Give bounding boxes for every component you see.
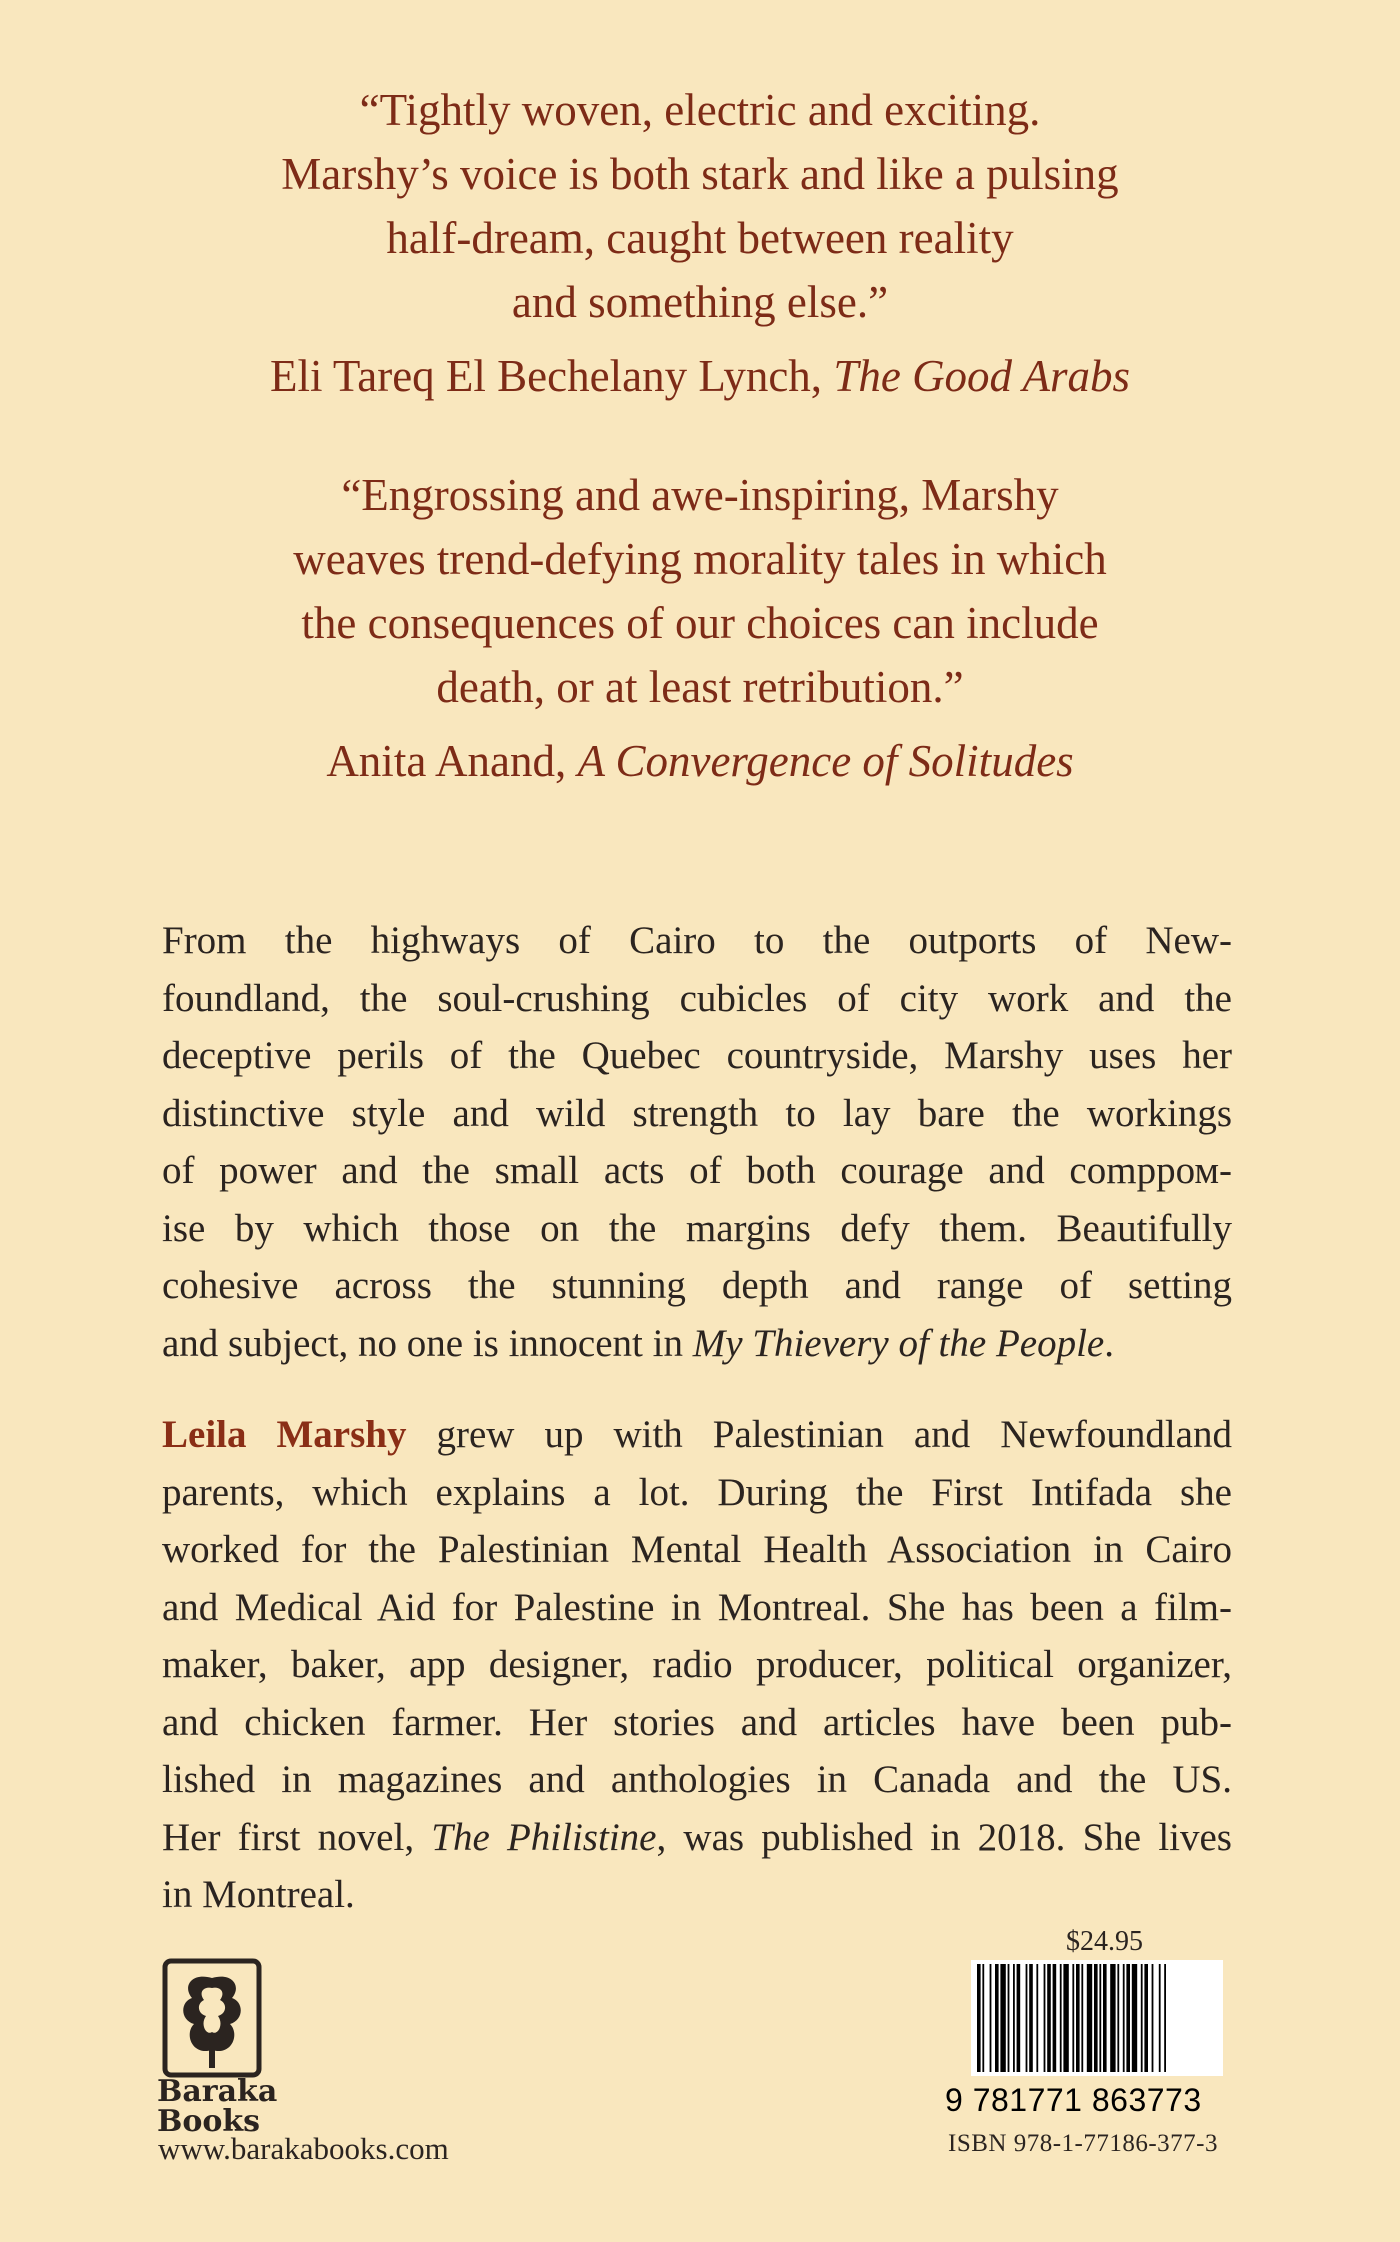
barcode-bar	[977, 1964, 981, 2072]
description-line: ise by which those on the margins defy them. Beautifully	[162, 1206, 1232, 1250]
barcode-bar	[1036, 1964, 1038, 2072]
bio-text: Her first novel,	[162, 1815, 432, 1859]
description-line	[162, 1315, 1232, 1373]
barcode-bar	[1094, 1964, 1098, 2072]
barcode-bar	[1152, 1964, 1154, 2072]
barcode-bar	[982, 1964, 984, 2072]
publisher-website: www.barakabooks.com	[158, 2131, 449, 2166]
barcode-bar	[1072, 1964, 1074, 2072]
barcode-bar	[1123, 1964, 1125, 2072]
quote-author: Eli Tareq El Bechelany Lynch,	[269, 351, 823, 401]
description-text: .	[1104, 1321, 1114, 1365]
quote-line: “Engrossing and awe-inspiring, Marshy	[341, 470, 1059, 520]
barcode-bar	[1117, 1964, 1119, 2072]
barcode-bar	[1026, 1964, 1028, 2072]
description-line: of power and the small acts of both courage and compром-	[162, 1149, 1232, 1192]
barcode-bar	[1017, 1964, 1021, 2072]
barcode-bar	[1000, 1964, 1005, 2072]
book-title: My Thievery of the People	[692, 1321, 1105, 1365]
description-text: and subject, no one is innocent in	[162, 1321, 693, 1365]
barcode-bar	[1087, 1964, 1092, 2072]
bio-text: grew up with Palestinian and Newfoundland	[406, 1413, 1232, 1456]
barcode-digits: 9 781771 863773	[945, 2082, 1202, 2118]
barcode-bar	[1132, 1964, 1137, 2072]
barcode-bar	[1060, 1964, 1062, 2072]
publisher-name-line: Baraka	[157, 2074, 278, 2109]
author-name: Leila Marshy	[162, 1413, 407, 1456]
quote-line: the consequences of our choices can include	[301, 598, 1099, 648]
description-line: distinctive style and wild strength to lay bare the workings	[162, 1091, 1232, 1135]
bio-line	[162, 1809, 1232, 1867]
bio-text: , was published in 2018. She lives	[656, 1815, 1232, 1859]
barcode-bar	[990, 1964, 992, 2072]
barcode-bar	[1013, 1964, 1015, 2072]
quote-2	[0, 463, 1400, 793]
barcode-bar	[1008, 1964, 1010, 2072]
barcode-bar	[1103, 1964, 1107, 2072]
bio-line: worked for the Palestinian Mental Health Association in Cairo	[162, 1528, 1232, 1571]
description-line: From the highways of Cairo to the outports of New-	[162, 919, 1232, 962]
quote-line: death, or at least retribution.”	[436, 662, 964, 712]
bio-line: parents, which explains a lot. During the First Intifada she	[162, 1470, 1232, 1514]
book-description	[162, 912, 1232, 1372]
bio-line: lished in magazines and anthologies in Canada and the US.	[162, 1758, 1232, 1801]
quote-attribution	[0, 729, 1400, 793]
isbn: ISBN 978-1-77186-377-3	[948, 2130, 1219, 2157]
barcode	[971, 1960, 1223, 2076]
barcode-bar	[1144, 1964, 1148, 2072]
publisher-logo-icon	[162, 1958, 262, 2078]
quote-1	[0, 78, 1400, 408]
barcode-bar	[1076, 1964, 1080, 2072]
barcode-bar	[995, 1964, 999, 2072]
barcode-bar	[1047, 1964, 1051, 2072]
author-bio	[162, 1406, 1232, 1924]
bio-line: and Medical Aid for Palestine in Montreal. She has been a film-	[162, 1585, 1232, 1629]
price: $24.95	[1066, 1926, 1143, 1957]
publisher-name-line: Books	[157, 2104, 261, 2139]
quote-line: “Tightly woven, electric and exciting.	[359, 85, 1041, 135]
quote-attribution	[0, 344, 1400, 408]
barcode-bar	[1029, 1964, 1033, 2072]
barcode-bar	[1164, 1964, 1166, 2072]
barcode-bar	[1159, 1964, 1161, 2072]
barcode-bar	[1141, 1964, 1143, 2072]
quote-line: Marshy’s voice is both stark and like a pulsing	[281, 149, 1119, 199]
barcode-bar	[1081, 1964, 1083, 2072]
description-line: deceptive perils of the Quebec countryside, Marshy uses her	[162, 1034, 1232, 1077]
bio-line: and chicken farmer. Her stories and articles have been pub-	[162, 1700, 1232, 1744]
novel-title: The Philistine	[431, 1815, 657, 1859]
barcode-bar	[1126, 1964, 1130, 2072]
barcode-bars	[971, 1960, 1223, 2076]
barcode-bar	[1044, 1964, 1046, 2072]
barcode-bar	[1053, 1964, 1057, 2072]
barcode-bar	[1110, 1964, 1115, 2072]
description-line: cohesive across the stunning depth and range of setting	[162, 1264, 1232, 1307]
barcode-bar	[1099, 1964, 1101, 2072]
bio-line	[162, 1406, 1232, 1464]
quote-work: The Good Arabs	[833, 351, 1131, 401]
quote-author: Anita Anand,	[326, 736, 567, 786]
quote-line: half-dream, caught between reality	[386, 213, 1014, 263]
publisher-name	[157, 2074, 278, 2139]
bio-line: maker, baker, app designer, radio producer, political organizer,	[162, 1643, 1232, 1686]
quote-work: A Convergence of Solitudes	[577, 736, 1074, 786]
barcode-bar	[1063, 1964, 1068, 2072]
bio-line: in Montreal.	[162, 1873, 355, 1916]
description-line: foundland, the soul-crushing cubicles of city work and the	[162, 976, 1232, 1020]
quote-line: and something else.”	[511, 277, 889, 327]
quote-line: weaves trend-defying morality tales in which	[293, 534, 1107, 584]
